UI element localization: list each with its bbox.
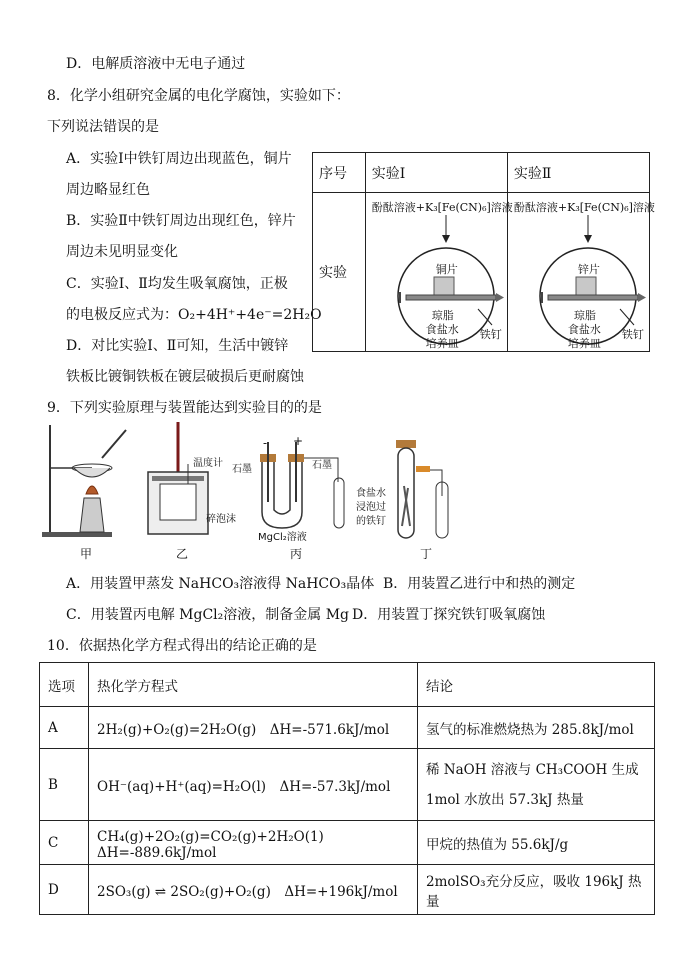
row-equation: OH⁻(aq)+H⁺(aq)=H₂O(l) ΔH=-57.3kJ/mol — [89, 749, 418, 821]
exp1-nail: 铁钉 — [479, 328, 502, 341]
q8-prompt: 下列说法错误的是 — [47, 119, 159, 135]
apparatus-jia — [42, 420, 132, 540]
exp1-reagent: 酚酞溶液+K₃[Fe(CN)₆]溶液 — [371, 201, 513, 214]
graphite-right: 石墨 — [312, 460, 332, 471]
table-row — [40, 865, 655, 915]
th-exp1: 实验Ⅰ — [365, 153, 507, 193]
q9-option-c: C．用装置丙电解 MgCl₂溶液，制备金属 Mg — [66, 607, 350, 623]
q8-option-c-line2: 的电极反应式为：O₂+4H⁺+4e⁻=2H₂O — [66, 307, 322, 323]
apparatus-ding — [380, 436, 470, 546]
row-equation: 2H₂(g)+O₂(g)=2H₂O(g) ΔH=-571.6kJ/mol — [89, 707, 418, 749]
ding-label-3: 的铁钉 — [356, 516, 386, 527]
q8-option-c-line1: C．实验Ⅰ、Ⅱ均发生吸氧腐蚀，正极 — [66, 276, 288, 292]
row-option: B — [40, 749, 89, 821]
q9-option-b: B．用装置乙进行中和热的测定 — [383, 576, 576, 592]
q8-option-a-line2: 周边略显红色 — [66, 182, 150, 198]
conclusion-line1: 稀 NaOH 溶液与 CH₃COOH 生成 — [426, 761, 639, 778]
exp2-figure — [507, 193, 655, 352]
q8-option-b-line1: B．实验Ⅱ中铁钉周边出现红色，锌片 — [66, 213, 296, 229]
table-row — [40, 749, 655, 821]
th-seq: 序号 — [313, 153, 366, 193]
label-yi: 乙 — [176, 547, 189, 561]
col-header-equation: 热化学方程式 — [89, 663, 418, 707]
conclusion-text: 2molSO₃充分反应，吸收 196kJ 热量 — [426, 873, 642, 910]
thermometer-label: 温度计 — [193, 458, 223, 469]
exp1-salt: 食盐水 — [425, 323, 459, 336]
conclusion-text: 氢气的标准燃烧热为 285.8kJ/mol — [426, 721, 634, 738]
conclusion-text: 甲烷的热值为 55.6kJ/g — [426, 836, 569, 853]
q9-option-d: D．用装置丁探究铁钉吸氧腐蚀 — [352, 607, 546, 623]
exp1-agar: 琼脂 — [431, 309, 454, 322]
plus-sign: + — [293, 434, 304, 448]
graphite-left: 石墨 — [232, 464, 252, 475]
q10-table — [39, 662, 655, 915]
q9-stem: 9．下列实验原理与装置能达到实验目的的是 — [47, 400, 322, 416]
q8-experiment-table — [312, 152, 655, 352]
row-label: 实验 — [313, 193, 366, 352]
exp2-nail: 铁钉 — [621, 328, 644, 341]
q8-option-d-line1: D．对比实验Ⅰ、Ⅱ可知，生活中镀锌 — [66, 338, 289, 354]
row-conclusion — [418, 707, 655, 749]
row-equation: CH₄(g)+2O₂(g)=CO₂(g)+2H₂O(1) ΔH=-889.6kJ/mol — [89, 821, 418, 865]
table-row — [40, 663, 655, 707]
exp2-agar: 琼脂 — [573, 309, 596, 322]
q10-stem: 10．依据热化学方程式得出的结论正确的是 — [47, 638, 317, 654]
exp2-metal-label: 锌片 — [577, 263, 600, 276]
th-exp2: 实验Ⅱ — [507, 153, 649, 193]
exp1-dish: 培养皿 — [425, 337, 459, 350]
row-option: C — [40, 821, 89, 865]
col-header-conclusion: 结论 — [418, 663, 655, 707]
mgcl2-label: MgCl₂溶液 — [258, 532, 307, 543]
foam-label: 碎泡沫 — [206, 514, 236, 525]
conclusion-line2: 1mol 水放出 57.3kJ 热量 — [426, 791, 584, 808]
q8-option-a-line1: A．实验Ⅰ中铁钉周边出现蓝色，铜片 — [66, 151, 292, 167]
row-equation: 2SO₃(g) ⇌ 2SO₂(g)+O₂(g) ΔH=+196kJ/mol — [89, 865, 418, 915]
label-jia: 甲 — [80, 547, 93, 561]
ding-label-2: 浸泡过 — [356, 502, 386, 513]
exp1-figure — [365, 193, 513, 352]
q8-stem: 8．化学小组研究金属的电化学腐蚀，实验如下： — [47, 88, 350, 104]
table-row — [40, 821, 655, 865]
row-conclusion — [418, 865, 655, 915]
q8-option-d-line2: 铁板比镀铜铁板在镀层破损后更耐腐蚀 — [66, 369, 304, 385]
col-header-option: 选项 — [40, 663, 89, 707]
row-conclusion — [418, 821, 655, 865]
label-bing: 丙 — [290, 547, 303, 561]
label-ding: 丁 — [420, 547, 433, 561]
q7-option-d: D．电解质溶液中无电子通过 — [66, 56, 246, 72]
q8-option-b-line2: 周边未见明显变化 — [66, 244, 178, 260]
exp2-reagent: 酚酞溶液+K₃[Fe(CN)₆]溶液 — [513, 201, 655, 214]
exp2-salt: 食盐水 — [567, 323, 601, 336]
ding-label-1: 食盐水 — [356, 488, 386, 499]
row-option: A — [40, 707, 89, 749]
table-row — [40, 707, 655, 749]
exp1-metal-label: 铜片 — [435, 263, 458, 276]
q9-option-a: A．用装置甲蒸发 NaHCO₃溶液得 NaHCO₃晶体 — [66, 576, 375, 592]
minus-sign: - — [263, 436, 268, 450]
row-option: D — [40, 865, 89, 915]
exp2-dish: 培养皿 — [567, 337, 601, 350]
row-conclusion — [418, 749, 655, 821]
